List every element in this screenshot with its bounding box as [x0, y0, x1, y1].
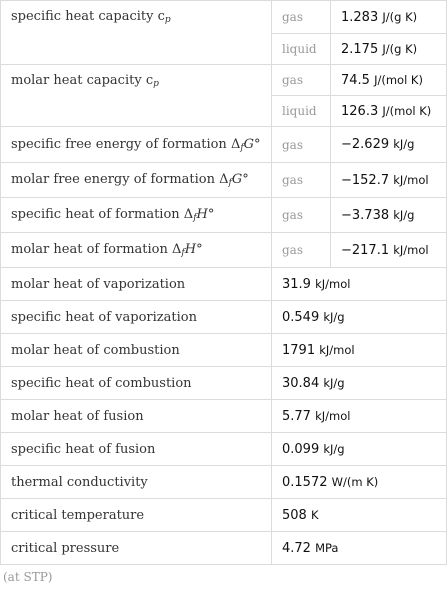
footnote: (at STP)	[3, 570, 53, 584]
property-label: specific free energy of formation $\Delta_fG^\circ$	[1, 127, 272, 163]
value-cell: −3.738 kJ/g	[331, 198, 447, 233]
property-label: specific heat of fusion	[1, 433, 272, 466]
table-row	[1, 334, 447, 367]
property-label: critical pressure	[1, 532, 272, 565]
property-label: thermal conductivity	[1, 466, 272, 499]
state-label: liquid	[272, 96, 331, 127]
value-cell: 1.283 J/(g K)	[331, 1, 447, 34]
table-row	[1, 367, 447, 400]
value-cell: 508 K	[272, 499, 447, 532]
table-row	[1, 301, 447, 334]
property-label: specific heat capacity $c_p$	[1, 1, 272, 65]
table-row	[1, 198, 447, 233]
value-cell: 4.72 MPa	[272, 532, 447, 565]
value-cell: −152.7 kJ/mol	[331, 163, 447, 198]
value-cell: 2.175 J/(g K)	[331, 34, 447, 65]
table-row	[1, 433, 447, 466]
state-label: gas	[272, 163, 331, 198]
property-label: specific heat of vaporization	[1, 301, 272, 334]
table-row	[1, 268, 447, 301]
property-label: critical temperature	[1, 499, 272, 532]
value-cell: 0.099 kJ/g	[272, 433, 447, 466]
property-label: molar free energy of formation $\Delta_fG^\circ$	[1, 163, 272, 198]
value-cell: 0.1572 W/(m K)	[272, 466, 447, 499]
table-row	[1, 499, 447, 532]
state-label: liquid	[272, 34, 331, 65]
property-label: specific heat of formation $\Delta_fH^\circ$	[1, 198, 272, 233]
property-label: molar heat capacity $c_p$	[1, 65, 272, 127]
value-cell: 31.9 kJ/mol	[272, 268, 447, 301]
table-row	[1, 532, 447, 565]
state-label: gas	[272, 65, 331, 96]
property-label: molar heat of fusion	[1, 400, 272, 433]
state-label: gas	[272, 233, 331, 268]
value-cell: 30.84 kJ/g	[272, 367, 447, 400]
table-row	[1, 1, 447, 34]
property-label: molar heat of vaporization	[1, 268, 272, 301]
state-label: gas	[272, 198, 331, 233]
property-label: molar heat of formation $\Delta_fH^\circ$	[1, 233, 272, 268]
value-cell: 126.3 J/(mol K)	[331, 96, 447, 127]
property-label: specific heat of combustion	[1, 367, 272, 400]
table-row	[1, 466, 447, 499]
value-cell: −217.1 kJ/mol	[331, 233, 447, 268]
value-cell: −2.629 kJ/g	[331, 127, 447, 163]
table-row	[1, 163, 447, 198]
table-row	[1, 400, 447, 433]
value-cell: 1791 kJ/mol	[272, 334, 447, 367]
value-cell: 74.5 J/(mol K)	[331, 65, 447, 96]
property-label: molar heat of combustion	[1, 334, 272, 367]
state-label: gas	[272, 127, 331, 163]
table-row	[1, 65, 447, 96]
value-cell: 0.549 kJ/g	[272, 301, 447, 334]
table-row	[1, 127, 447, 163]
value-cell: 5.77 kJ/mol	[272, 400, 447, 433]
state-label: gas	[272, 1, 331, 34]
table-row	[1, 233, 447, 268]
